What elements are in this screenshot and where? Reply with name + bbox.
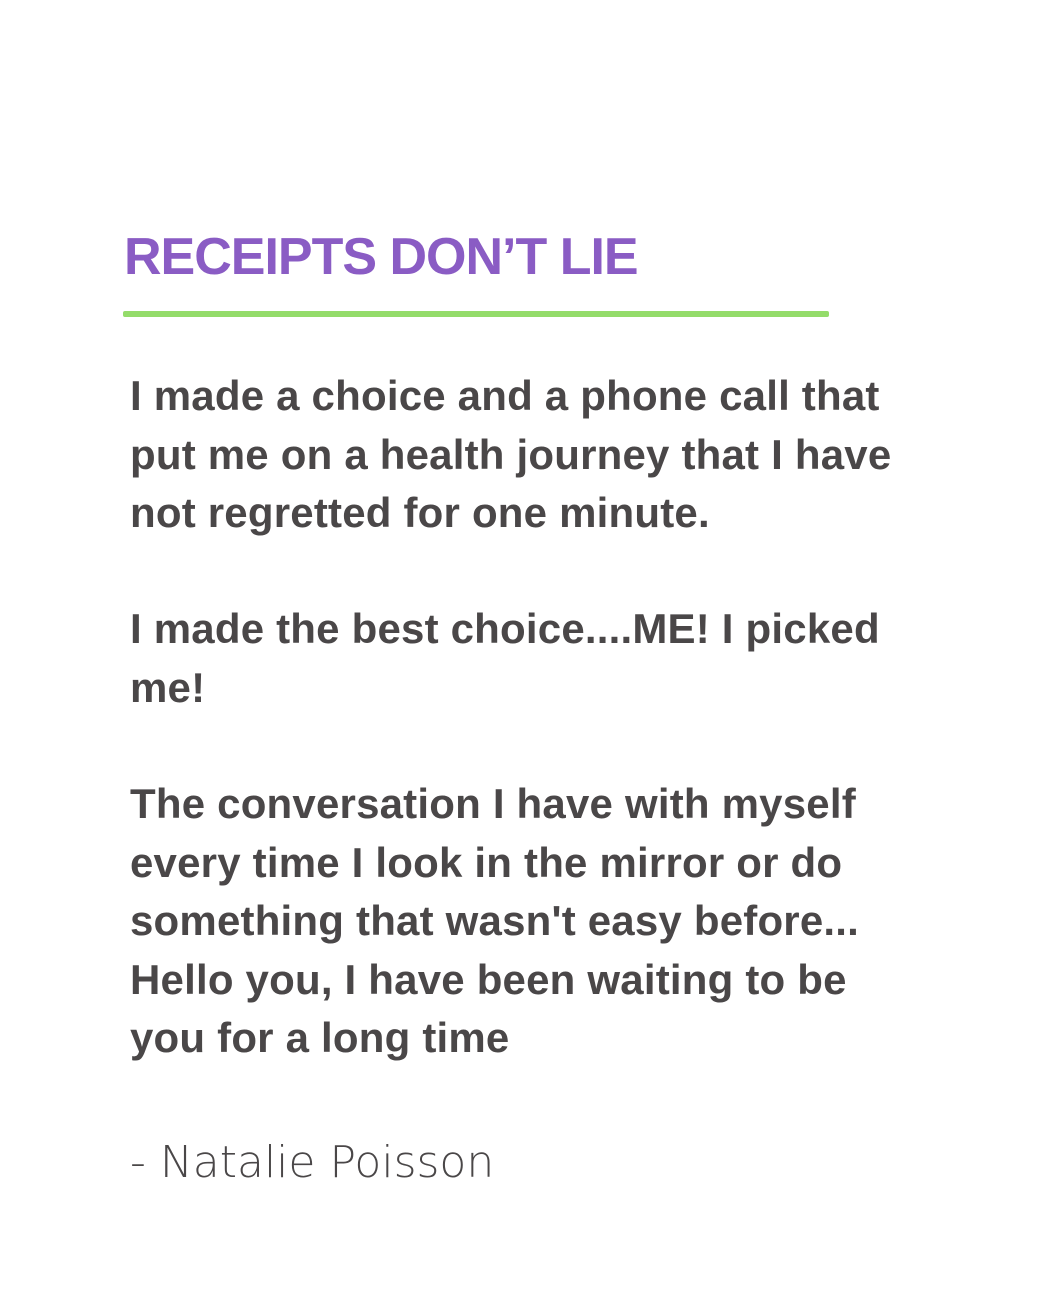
testimonial-paragraph-1: I made a choice and a phone call that put me on a health journey that I have not regretted for one minute. [130, 372, 892, 536]
testimonial-paragraph-2: I made the best choice....ME! I picked me! [130, 605, 880, 711]
title-underline-divider [123, 311, 829, 317]
page-title: RECEIPTS DON’T LIE [124, 228, 638, 286]
author-signature: - Natalie Poisson [130, 1137, 495, 1188]
testimonial-paragraph-3: The conversation I have with myself every time I look in the mirror or do something that wasn't easy before... Hello you, I have been waiting to be you for a long time [130, 780, 860, 1061]
